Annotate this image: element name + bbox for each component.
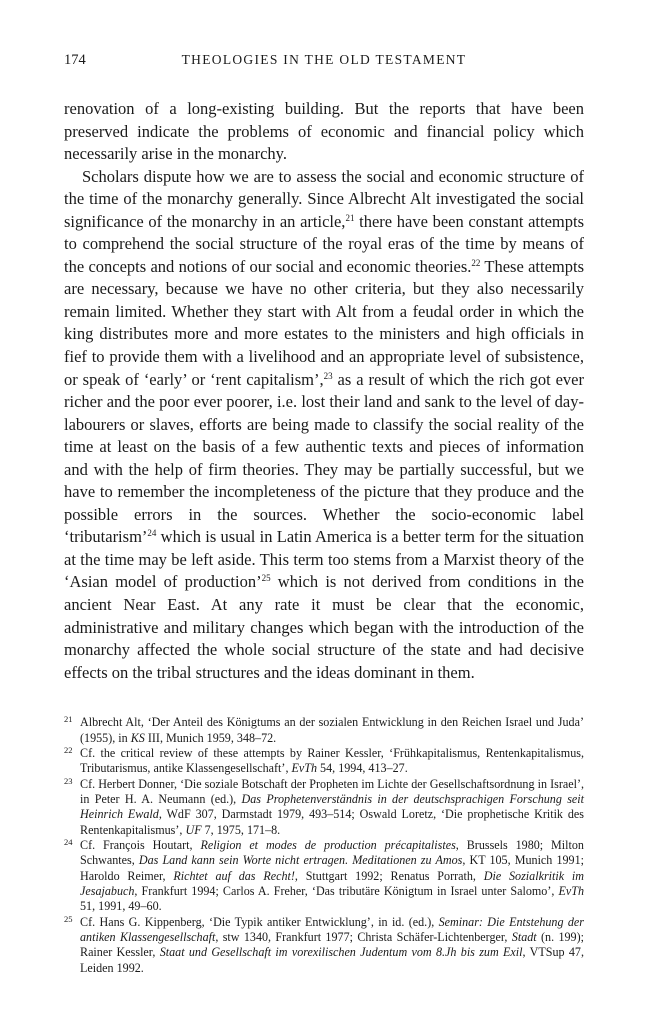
text-run: These attempts are necessary, because we have no other criteria, but they also necessarily remain limited. Whether they start with Alt from a feudal order in which the king distributes more and more estates to the ministers and high officials in fief to provide them with a livelihood and an appropriate level of subsistence, or speak of ‘early’ or ‘rent capitalism’, [64,256,584,389]
text-run: Albrecht Alt, ‘Der Anteil des Königtums an der sozialen Entwicklung in den Reichen Israel und Juda’ (1955), in [80,715,584,745]
text-run: , WdF 307, Darmstadt 1979, 493–514; Oswald Loretz, ‘Die prophetische Kritik des Rentenkapitalismus’, [80,807,585,837]
text-run: (n. 199); Rainer Kessler, [80,930,584,960]
page-number: 174 [64,52,86,68]
footnote-25 [64,915,584,976]
page-header [64,52,584,74]
text-run: , Stuttgart 1992; Renatus Porrath, [294,868,484,883]
footnote-mark: 25 [64,913,73,924]
italic-run: Religion et modes de production précapitalistes [200,837,456,852]
text-run: 7, 1975, 171–8. [201,822,281,837]
text-run: which is not derived from conditions in the ancient Near East. At any rate it must be clear that the economic, administrative and military changes which began with the introduction of the monarchy affected the whole social structure of the state and had decisive effects on the tribal structures and the ideas dominant in them. [64,572,584,682]
text-run: , stw 1340, Frankfurt 1977; Christa Schäfer-Lichtenberger, [215,930,512,945]
footnote-23 [64,777,584,838]
text-run: Cf. Hans G. Kippenberg, ‘Die Typik antiker Entwicklung’, in id. (ed.), [80,914,439,929]
italic-run: Das Land kann sein Worte nicht ertragen. Meditationen zu Amos [138,853,463,868]
text-run: as a result of which the rich got ever richer and the poor ever poorer, i.e. lost their land and sank to the level of day-labourers or slaves, efforts are being made to classify the social reality of the time at least on the basis of a few authentic texts and pieces of information and with the help of firm theories. They may be partially successful, but we have to remember the incompleteness of the picture that they produce and the possible errors in the sources. Whether the socio-economic label ‘tributarism’ [64,369,584,547]
italic-run: UF [185,822,202,837]
body-text [64,98,584,684]
text-run: Cf. François Houtart, [80,837,201,852]
paragraph-2 [64,166,584,685]
italic-run: Staat und Gesellschaft im vorexilischen Judentum vom 8.Jh bis zum Exil [159,945,523,960]
footnote-mark: 21 [64,714,73,725]
footnote-ref-24: 24 [147,528,157,539]
book-page [64,52,584,976]
text-run: Scholars dispute how we are to assess the social and economic structure of the time of the monarchy generally. Since Albrecht Alt investigated the social significance of the monarchy in an article, [64,166,584,231]
running-head: THEOLOGIES IN THE OLD TESTAMENT [181,52,467,67]
italic-run: Richtet auf das Recht! [173,868,295,883]
italic-run: EvTh [558,884,584,898]
text-run: , VTSup 47, Leiden 1992. [80,945,584,975]
text-run: III, Munich 1959, 348–72. [144,730,277,745]
italic-run: Seminar: Die Entstehung der antiken Klassengesellschaft [80,914,585,945]
footnote-ref-22: 22 [471,257,481,268]
italic-run: EvTh [291,761,318,776]
italic-run: Die Sozialkritik im Jesajabuch [80,868,584,898]
footnote-22 [64,746,584,777]
footnote-mark: 23 [64,775,73,786]
italic-run: Das Prophetenverständnis in der deutschsprachigen Forschung seit Heinrich Ewald [80,791,585,822]
footnote-24 [64,838,584,915]
footnote-mark: 22 [64,744,73,755]
text-run: 51, 1991, 49–60. [80,899,162,914]
italic-run: Stadt [511,930,537,945]
text-run: 54, 1994, 413–27. [317,761,408,776]
text-run: which is usual in Latin America is a better term for the situation at the time may be left aside. This term too stems from a Marxist theory of the ‘Asian model of production’ [64,527,584,592]
footnote-21 [64,715,584,746]
italic-run: KS [130,730,145,745]
text-run: , KT 105, Munich 1991; Haroldo Reimer, [80,853,584,883]
footnote-ref-21: 21 [345,212,355,223]
footnotes [64,715,584,976]
paragraph-1: renovation of a long-existing building. But the reports that have been preserved indicate the problems of economic and financial policy which necessarily arise in the monarchy. [64,99,584,164]
footnote-ref-25: 25 [261,573,271,584]
text-run: Cf. the critical review of these attempts by Rainer Kessler, ‘Frühkapitalismus, Rentenkapitalismus, Tributarismus, antike Klassengesellschaft’, [80,745,584,776]
text-run: , Frankfurt 1994; Carlos A. Freher, ‘Das tributäre Königtum in Israel unter Salomo’, [134,884,559,898]
text-run: Cf. Herbert Donner, ‘Die soziale Botschaft der Propheten im Lichte der Gesellschaftsordnung in Israel’, in Peter H. A. Neumann (ed.), [80,776,584,806]
text-run: , Brussels 1980; Milton Schwantes, [80,837,584,868]
text-run: there have been constant attempts to comprehend the social structure of the royal eras of the time by means of the concepts and notions of our social and economic theories. [64,211,585,276]
footnote-ref-23: 23 [323,370,333,381]
footnote-mark: 24 [64,836,73,847]
